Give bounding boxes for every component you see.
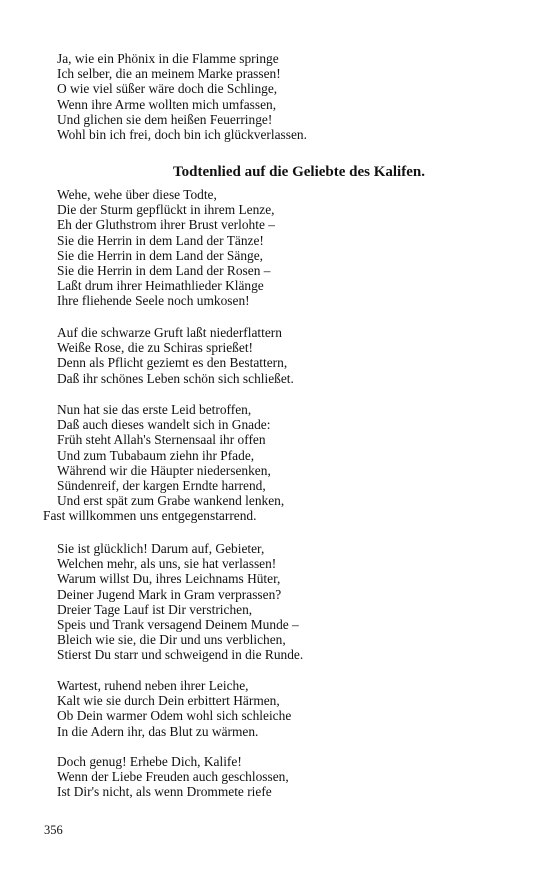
verse-line: Früh steht Allah's Sternensaal ihr offen [57, 432, 266, 448]
verse-line: Und glichen sie dem heißen Feuerringe! [57, 111, 273, 127]
verse-line: Wehe, wehe über diese Todte, [57, 187, 217, 202]
verse-line: Die der Sturm gepflückt in ihrem Lenze, [57, 202, 275, 218]
verse-line: Denn als Pflicht geziemt es den Bestattern, [57, 355, 288, 371]
verse-line: Deiner Jugend Mark in Gram verprassen? [57, 586, 282, 602]
verse-line: Sie die Herrin in dem Land der Sänge, [57, 247, 264, 263]
verse-line: Wartest, ruhend neben ihrer Leiche, [57, 678, 249, 693]
verse-line: Sündenreif, der kargen Erndte harrend, [57, 477, 266, 493]
verse-line: In die Adern ihr, das Blut zu wärmen. [57, 723, 259, 739]
verse-line: Auf die schwarze Gruft laßt niederflattern [57, 325, 282, 340]
verse-line: Dreier Tage Lauf ist Dir verstrichen, [57, 601, 253, 617]
verse-line: Und erst spät zum Grabe wankend lenken, [57, 493, 285, 509]
verse-line: Wohl bin ich frei, doch bin ich glückverlassen. [57, 126, 307, 142]
stanza-6 [57, 754, 289, 800]
stanza-4 [57, 541, 303, 663]
verse-line: Weiße Rose, die zu Schiras sprießet! [57, 340, 254, 356]
verse-line: Und zum Tubabaum ziehn ihr Pfade, [57, 447, 255, 463]
verse-line: Sie die Herrin in dem Land der Rosen – [57, 262, 271, 278]
verse-line: Fast willkommen uns entgegenstarrend. [43, 508, 257, 524]
verse-line: Stierst Du starr und schweigend in die Runde. [57, 647, 304, 663]
verse-line: Doch genug! Erhebe Dich, Kalife! [57, 754, 242, 769]
verse-line: Ja, wie ein Phönix in die Flamme springe [57, 51, 279, 66]
verse-line: O wie viel süßer wäre doch die Schlinge, [57, 81, 278, 97]
verse-line: Wenn der Liebe Freuden auch geschlossen, [57, 769, 289, 785]
verse-line: Eh der Gluthstrom ihrer Brust verlohte – [57, 217, 275, 233]
verse-line: Laßt drum ihrer Heimathlieder Klänge [57, 278, 264, 294]
verse-line: Bleich wie sie, die Dir und uns verblichen, [57, 632, 286, 648]
stanza-1 [57, 187, 275, 309]
poem-title-text: Todtenlied auf die Geliebte des Kalifen. [173, 164, 425, 180]
verse-line: Sie ist glücklich! Darum auf, Gebieter, [57, 541, 265, 556]
verse-line: Daß auch dieses wandelt sich in Gnade: [57, 417, 271, 433]
verse-line: Welchen mehr, als uns, sie hat verlassen! [57, 556, 277, 572]
verse-line: Sie die Herrin in dem Land der Tänze! [57, 232, 264, 248]
poem-title [0, 163, 550, 181]
verse-line: Daß ihr schönes Leben schön sich schließet. [57, 370, 294, 386]
verse-line: Kalt wie sie durch Dein erbittert Härmen, [57, 693, 280, 709]
verse-line: Speis und Trank versagend Deinem Munde – [57, 616, 299, 632]
stanza-2 [57, 325, 294, 386]
verse-line: Ob Dein warmer Odem wohl sich schleiche [57, 708, 292, 724]
verse-line: Nun hat sie das erste Leid betroffen, [57, 402, 252, 417]
stanza-5 [57, 678, 291, 739]
verse-line: Wenn ihre Arme wollten mich umfassen, [57, 96, 277, 112]
verse-line: Warum willst Du, ihres Leichnams Hüter, [57, 571, 281, 587]
verse-line: Ihre fliehende Seele noch umkosen! [57, 293, 250, 309]
page-number: 356 [44, 823, 63, 837]
verse-line: Ich selber, die an meinem Marke prassen! [57, 66, 281, 82]
verse-line: Während wir die Häupter niedersenken, [57, 462, 271, 478]
stanza-3 [43, 402, 285, 524]
verse-line: Ist Dir's nicht, als wenn Drommete riefe [57, 784, 272, 800]
intro-stanza [57, 51, 307, 142]
